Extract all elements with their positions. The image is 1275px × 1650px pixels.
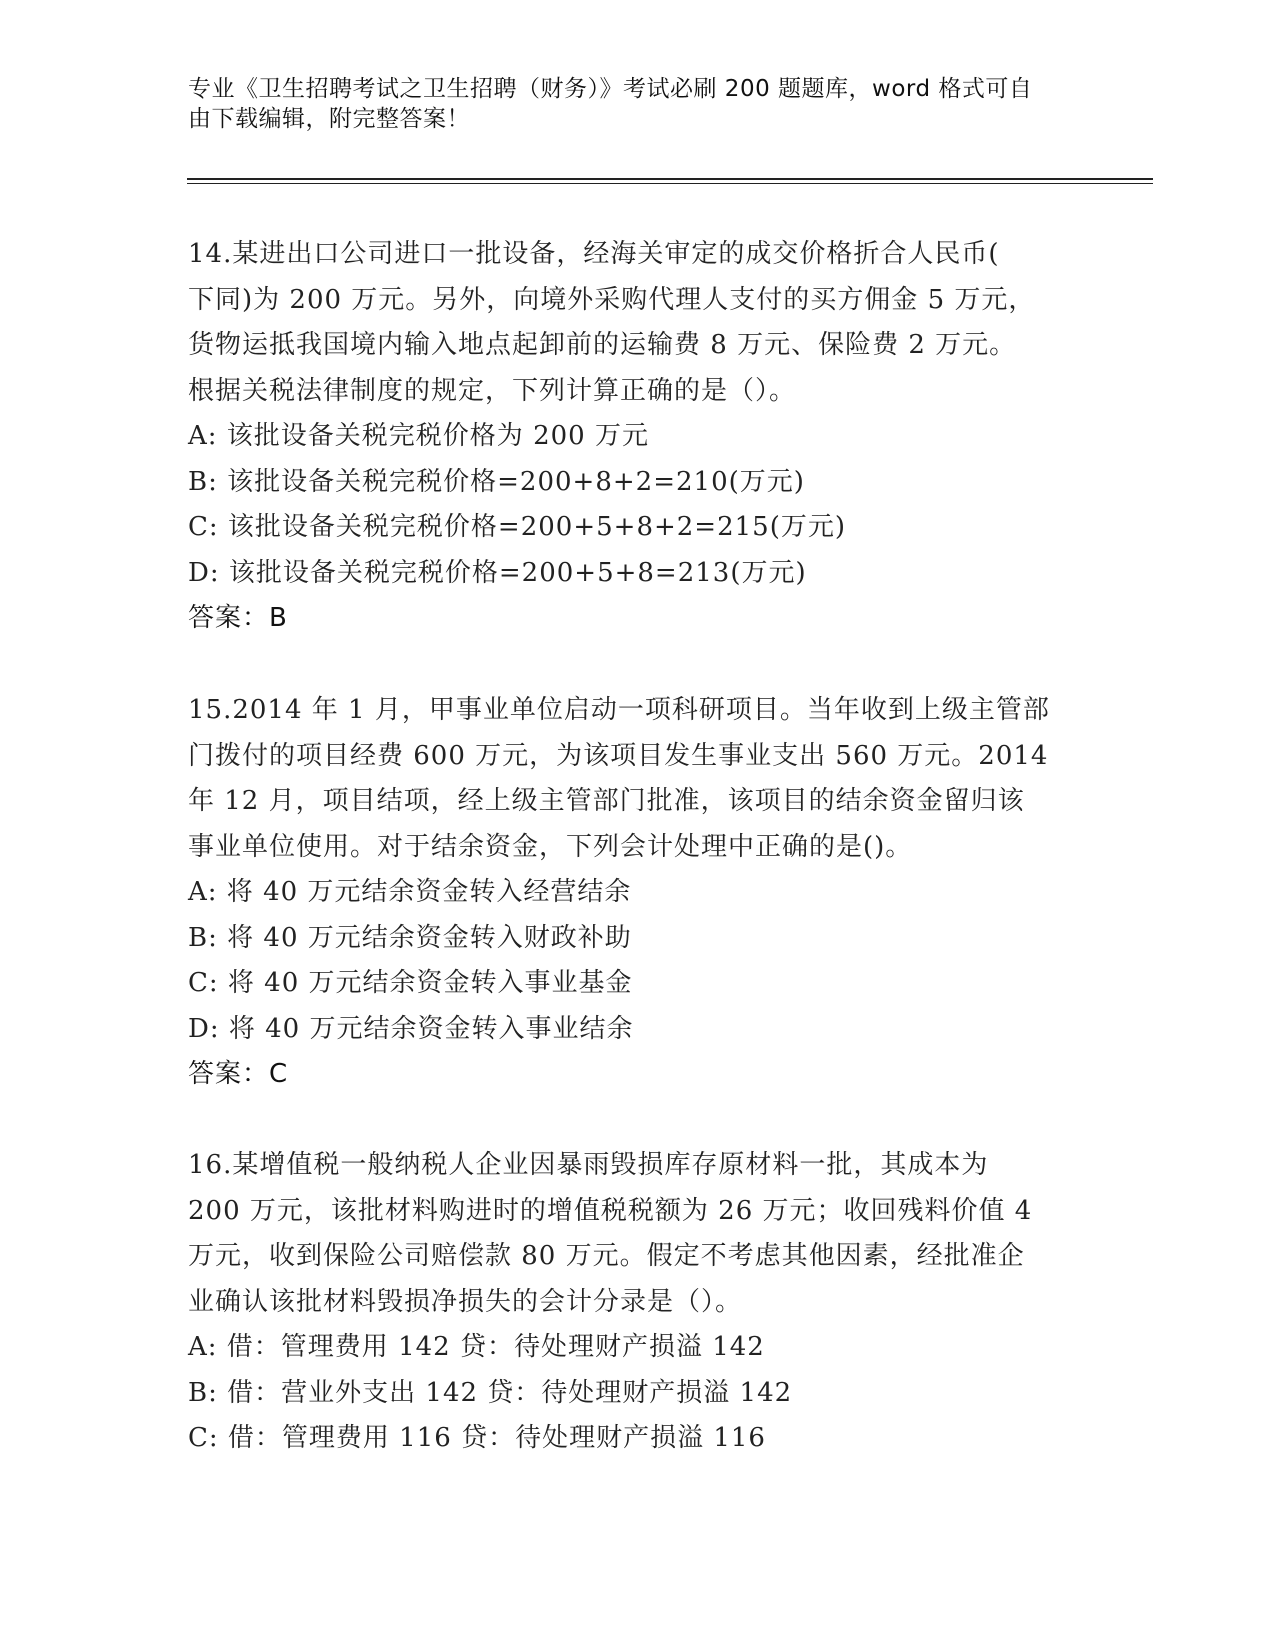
question-stem-line: 货物运抵我国境内输入地点起卸前的运输费 8 万元、保险费 2 万元。 bbox=[188, 330, 1017, 360]
question-stem-line: 下同)为 200 万元。另外，向境外采购代理人支付的买方佣金 5 万元， bbox=[188, 284, 1036, 315]
question-stem-line: 16.某增值税一般纳税人企业因暴雨毁损库存原材料一批，其成本为 bbox=[188, 1150, 989, 1180]
question-stem-line: 业确认该批材料毁损净损失的会计分录是（）。 bbox=[188, 1286, 743, 1317]
option-c: C: 将 40 万元结余资金转入事业基金 bbox=[188, 968, 633, 998]
option-b: B: 将 40 万元结余资金转入财政补助 bbox=[188, 922, 632, 953]
answer-line: 答案：C bbox=[188, 1059, 289, 1089]
option-a: A: 将 40 万元结余资金转入经营结余 bbox=[188, 877, 632, 907]
header-line: 由下载编辑，附完整答案！ bbox=[188, 106, 470, 132]
question-stem-line: 年 12 月，项目结项，经上级主管部门批准，该项目的结余资金留归该 bbox=[188, 786, 1025, 816]
option-d: D: 该批设备关税完税价格=200+5+8=213(万元) bbox=[188, 557, 807, 588]
question-16 bbox=[188, 1143, 1088, 1462]
question-stem-line: 门拨付的项目经费 600 万元，为该项目发生事业支出 560 万元。2014 bbox=[188, 740, 1049, 771]
option-a: A: 借：管理费用 142 贷：待处理财产损溢 142 bbox=[188, 1332, 765, 1362]
question-stem-line: 15.2014 年 1 月，甲事业单位启动一项科研项目。当年收到上级主管部 bbox=[188, 695, 1050, 725]
question-14 bbox=[188, 232, 1088, 642]
answer-line: 答案：B bbox=[188, 603, 288, 633]
option-b: B: 该批设备关税完税价格=200+8+2=210(万元) bbox=[188, 466, 805, 497]
option-b: B: 借：营业外支出 142 贷：待处理财产损溢 142 bbox=[188, 1377, 793, 1408]
option-c: C: 该批设备关税完税价格=200+5+8+2=215(万元) bbox=[188, 512, 847, 542]
option-c: C: 借：管理费用 116 贷：待处理财产损溢 116 bbox=[188, 1423, 766, 1453]
question-15 bbox=[188, 688, 1088, 1098]
question-stem-line: 事业单位使用。对于结余资金，下列会计处理中正确的是()。 bbox=[188, 831, 913, 862]
header-line: 专业《卫生招聘考试之卫生招聘（财务）》考试必刷 200 题题库，word 格式可自 bbox=[188, 76, 1033, 102]
question-stem-line: 根据关税法律制度的规定，下列计算正确的是（）。 bbox=[188, 375, 797, 406]
question-stem-line: 万元，收到保险公司赔偿款 80 万元。假定不考虑其他因素，经批准企 bbox=[188, 1241, 1025, 1271]
question-stem-line: 14.某进出口公司进口一批设备，经海关审定的成交价格折合人民币( bbox=[188, 239, 1000, 269]
header-rule-thick bbox=[187, 178, 1153, 180]
page-header bbox=[188, 74, 1068, 134]
question-stem-line: 200 万元，该批材料购进时的增值税税额为 26 万元；收回残料价值 4 bbox=[188, 1195, 1033, 1226]
option-a: A: 该批设备关税完税价格为 200 万元 bbox=[188, 421, 649, 451]
header-rule-thin bbox=[187, 183, 1153, 184]
option-d: D: 将 40 万元结余资金转入事业结余 bbox=[188, 1013, 634, 1044]
